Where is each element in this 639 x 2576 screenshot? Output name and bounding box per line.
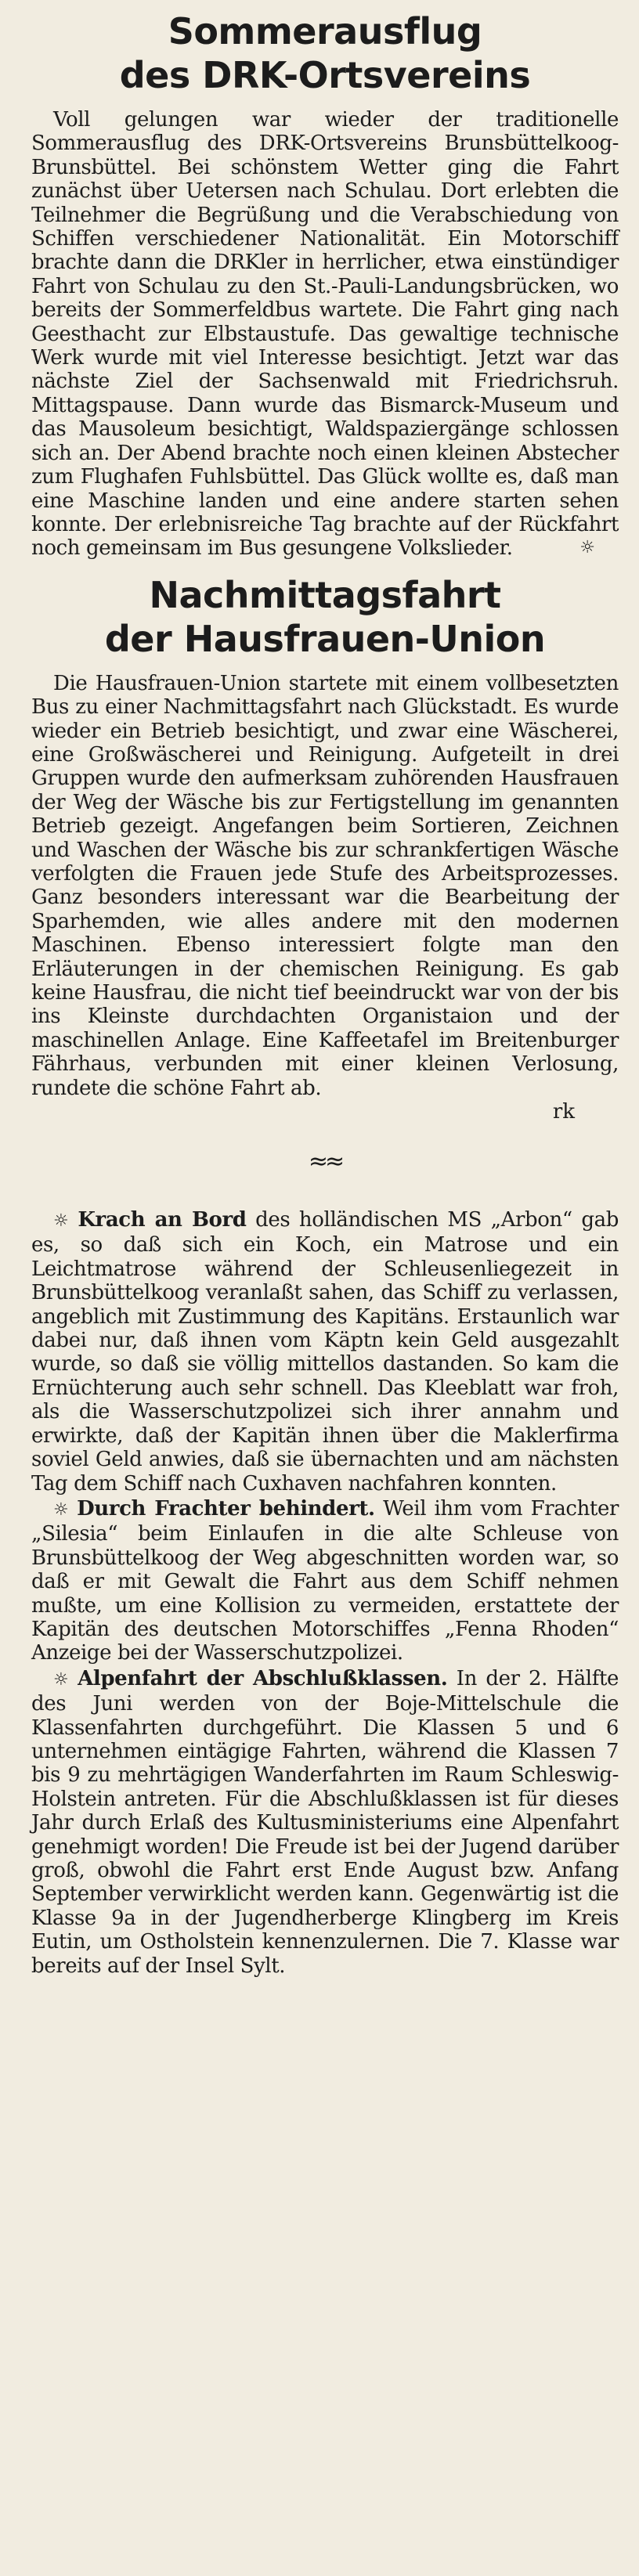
article-2-headline-line-1: Nachmittagsfahrt [149,573,501,616]
sun-mark-icon: ☼ [53,1211,69,1232]
news-item-3 [31,1667,619,1978]
news-item-1-text: des holländischen MS „Arbon“ gab es, so daß sich ein Koch, ein Matrose und ein Leichtmatrose während der Schleusenliegezeit in Brunsbüttelkoog veranlaßt sahen, das Schiff zu verlassen, angeblich mit Zustimmung des Kapitäns. Erstaunlich war dabei nur, daß ihnen vom Käptn kein Geld ausgezahlt wurde, so daß sie völlig mittellos dastanden. So kam die Ernüchterung auch sehr schnell. Das Kleeblatt war froh, als die Wasserschutzpolizei sich ihrer annahm und erwirkte, daß der Kapitän ihnen über die Maklerfirma soviel Geld anwies, daß sie übernachten und am nächsten Tag dem Schiff nach Cuxhaven nachfahren konnten. [31,1208,619,1495]
news-item-3-lead: Alpenfahrt der Abschlußklassen. [78,1666,448,1690]
article-2-body: Die Hausfrauen-Union startete mit einem vollbesetzten Bus zu einer Nachmittagsfahrt nach Glückstadt. Es wurde wieder ein Betrieb besichtigt, und zwar eine Wäscherei, eine Großwäscherei und Reinigung. Aufgeteilt in drei Gruppen wurde den aufmerksam zuhörenden Hausfrauen der Weg der Wäsche bis zur Fertigstellung im genannten Betrieb gezeigt. Angefangen beim Sortieren, Zeichnen und Waschen der Wäsche bis zur schrankfertigen Wäsche verfolgten die Frauen jede Stufe des Arbeitsprozesses. Ganz besonders interessant war die Bearbeitung der Sparhemden, wie alles andere mit den modernen Maschinen. Ebenso interessiert folgte man den Erläuterungen in der chemischen Reinigung. Es gab keine Hausfrau, die nicht tief beeindruckt war von der bis ins Kleinste durchdachten Organistaion und der maschinellen Anlage. Eine Kaffeetafel im Breitenburger Fährhaus, verbunden mit einer kleinen Verlosung, rundete die schöne Fahrt ab. [31,671,619,1100]
article-2-signoff: rk [552,1100,575,1124]
article-2-headline-line-2: der Hausfrauen-Union [104,617,546,660]
news-item-2-lead: Durch Frachter behindert. [77,1496,375,1521]
sun-mark-icon: ☼ [579,538,595,558]
wave-ornament-icon: ≈≈ [308,1148,342,1176]
article-1-body [31,108,619,561]
article-1-body-text: Voll gelungen war wieder der traditionelle Sommerausflug des DRK-Ortsvereins Brunsbüttelkoog-Brunsbüttel. Bei schönstem Wetter ging die Fahrt zunächst über Uetersen nach Schulau. Dort erlebten die Teilnehmer die Begrüßung und die Verabschiedung von Schiffen verschiedener Nationalität. Ein Motorschiff brachte dann die DRKler in herrlicher, etwa einstündiger Fahrt von Schulau zu den St.-Pauli-Landungsbrücken, wo bereits der Sommerfeldbus wartete. Die Fahrt ging nach Geesthacht zur Elbstaustufe. Das gewaltige technische Werk wurde mit viel Interesse besichtigt. Jetzt war das nächste Ziel der Sachsenwald mit Friedrichsruh. Mittagspause. Dann wurde das Bismarck-Museum und das Mausoleum besichtigt, Waldspaziergänge schlossen sich an. Der Abend brachte noch einen kleinen Abstecher zum Flughafen Fuhlsbüttel. Das Glück wollte es, daß man eine Maschine landen und eine andere starten sehen konnte. Der erlebnisreiche Tag brachte auf der Rückfahrt noch gemeinsam im Bus gesungene Volkslieder. [31,108,619,561]
news-item-3-text: In der 2. Hälfte des Juni werden von der Boje-Mittelschule die Klassenfahrten durchgeführt. Die Klassen 5 und 6 unternehmen eintägige Fahrten, während die Klassen 7 bis 9 zu mehrtägigen Wanderfahrten im Raum Schleswig-Holstein antreten. Für die Abschlußklassen ist für dieses Jahr durch Erlaß des Kultusministeriums eine Alpenfahrt genehmigt worden! Die Freude ist bei der Jugend darüber groß, obwohl die Fahrt erst Ende August bzw. Anfang September verwirklicht werden kann. Gegenwärtig ist die Klasse 9a in der Jugendherberge Klingberg im Kreis Eutin, um Ostholstein kennenzulernen. Die 7. Klasse war bereits auf der Insel Sylt. [31,1666,619,1978]
sun-mark-icon: ☼ [53,1669,69,1690]
sun-mark-icon: ☼ [53,1499,69,1520]
article-1-headline [31,9,619,97]
news-item-1 [31,1208,619,1495]
article-1-headline-line-2: des DRK-Ortsvereins [119,54,531,96]
article-2-headline [31,573,619,661]
article-1-headline-line-1: Sommerausflug [168,10,482,52]
news-item-2 [31,1497,619,1665]
news-item-1-lead: Krach an Bord [78,1208,247,1232]
news-item-2-text: Weil ihm vom Frachter „Silesia“ beim Einlaufen in die alte Schleuse von Brunsbüttelkoog der Weg abgeschnitten worden war, so daß er mit Gewalt die Fahrt aus dem Schiff nehmen mußte, um eine Kollision zu vermeiden, erstattete der Kapitän des deutschen Motorschiffes „Fenna Rhoden“ Anzeige bei der Wasserschutzpolizei. [31,1496,619,1665]
